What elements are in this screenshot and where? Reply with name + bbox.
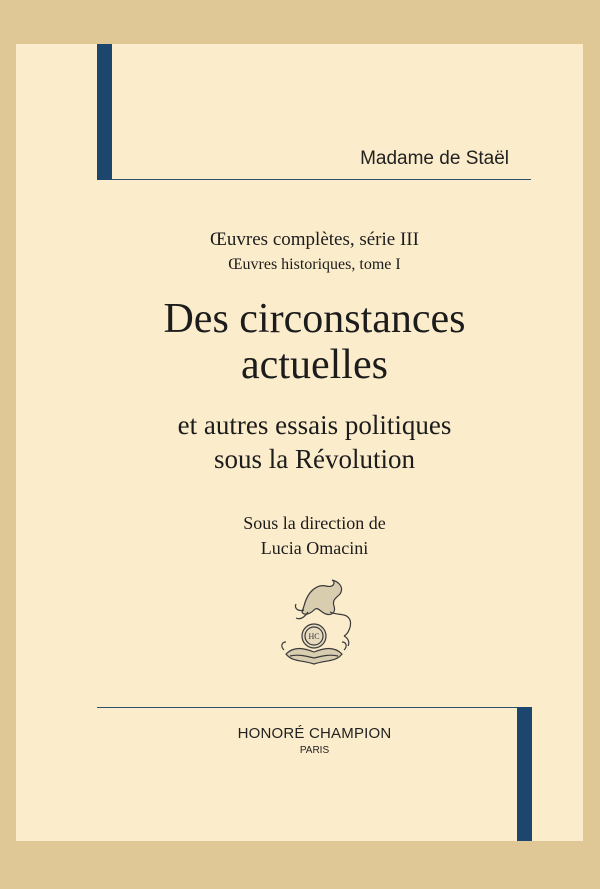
editor-credit: [97, 511, 532, 561]
divider-top: [112, 179, 531, 180]
book-subtitle-line-1: et autres essais politiques: [177, 410, 452, 440]
author-name: Madame de Staël: [360, 148, 509, 169]
publisher-city: PARIS: [299, 745, 330, 756]
publisher-name: HONORÉ CHAMPION: [237, 725, 392, 742]
divider-bottom: [97, 707, 517, 708]
logo-monogram: HC: [308, 632, 320, 641]
book-title-line-1: Des circonstances: [163, 296, 466, 342]
subseries-title: Œuvres historiques, tome I: [228, 256, 401, 273]
book-subtitle: [97, 408, 532, 476]
book-title-line-2: actuelles: [241, 342, 388, 388]
book-title: [97, 296, 532, 388]
series-title: Œuvres complètes, série III: [210, 229, 419, 250]
editor-credit-label: Sous la direction de: [243, 513, 386, 533]
accent-bar-top: [97, 44, 112, 180]
publisher-logo-horse-icon: [274, 576, 360, 676]
book-subtitle-line-2: sous la Révolution: [214, 444, 415, 474]
editor-name: Lucia Omacini: [260, 538, 369, 558]
